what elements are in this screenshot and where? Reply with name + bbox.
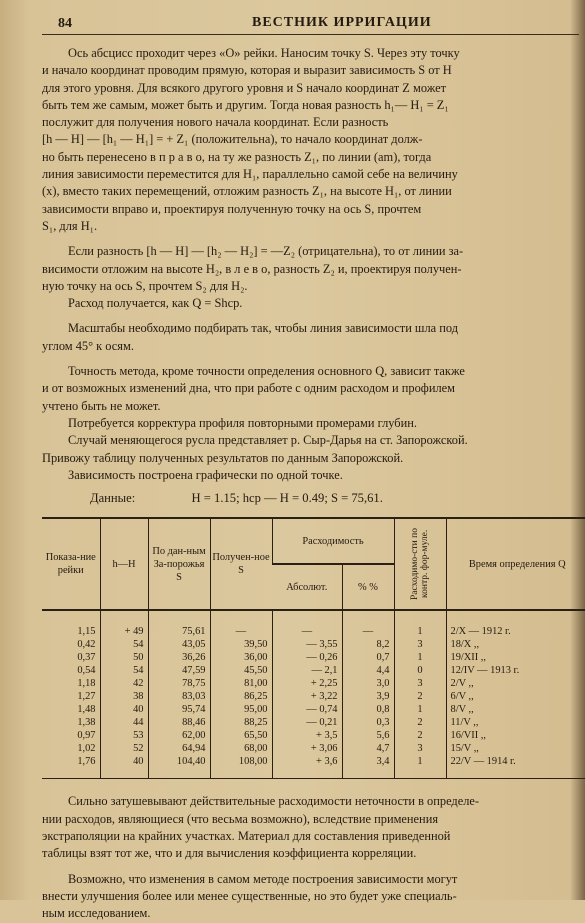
table-row xyxy=(42,664,585,677)
cell-date: 18/X ,, xyxy=(446,638,585,651)
cell-count: 3 xyxy=(394,742,446,755)
table-row xyxy=(42,729,585,742)
cell-percent: — xyxy=(342,610,394,638)
table-row xyxy=(42,742,585,755)
header-h-minus-h: h—H xyxy=(100,518,148,610)
cell-absolute: + 2,25 xyxy=(272,677,342,690)
text-line: для этого уровня. Для всякого другого уровня и S начало координат Z может xyxy=(42,80,447,95)
cell-percent: 4,7 xyxy=(342,742,394,755)
table-row xyxy=(42,690,585,703)
cell-absolute: + 3,6 xyxy=(272,755,342,779)
header-count-text: Расходимо-сти по контр. фор-муле. xyxy=(410,528,430,601)
cell-reading: 1,27 xyxy=(77,691,96,703)
data-values: H = 1.15; hср — H = 0.49; S = 75,61. xyxy=(191,491,383,506)
cell-reading: 0,42 xyxy=(77,639,96,651)
cell-absolute: — 0,21 xyxy=(272,716,342,729)
cell-absolute: + 3,06 xyxy=(272,742,342,755)
cell-h-minus-h: + 49 xyxy=(100,610,148,638)
cell-count: 2 xyxy=(394,729,446,742)
cell-h-minus-h: 38 xyxy=(100,690,148,703)
cell-s-zaporozhye: 64,94 xyxy=(148,742,210,755)
data-label: Данные: xyxy=(90,491,136,506)
text-line: [h — H] — [h₁ — H₁] = + Z₁ (положительна), то начало координат долж- xyxy=(42,132,423,147)
cell-date: 16/VII ,, xyxy=(446,729,585,742)
paragraph-discrepancy-notes xyxy=(42,793,579,862)
table-row xyxy=(42,651,585,664)
header-count xyxy=(394,518,446,610)
cell-absolute: — 0,74 xyxy=(272,703,342,716)
cell-percent: 3,0 xyxy=(342,677,394,690)
cell-percent: 3,9 xyxy=(342,690,394,703)
text-line: Привожу таблицу полученных результатов по данным Запорожской. xyxy=(42,450,404,465)
cell-count: 1 xyxy=(394,610,446,638)
cell-h-minus-h: 54 xyxy=(100,638,148,651)
journal-title: ВЕСТНИК ИРРИГАЦИИ xyxy=(252,15,432,30)
header-reading: Показа-ние рейки xyxy=(42,518,100,610)
cell-percent: 8,2 xyxy=(342,638,394,651)
cell-s-zaporozhye: 83,03 xyxy=(148,690,210,703)
cell-percent: 0,3 xyxy=(342,716,394,729)
cell-date: 2/V ,, xyxy=(446,677,585,690)
text-line: углом 45° к осям. xyxy=(42,338,134,353)
text-line: линия зависимости переместится для H₁, параллельно самой себе на величину xyxy=(42,167,458,182)
text-line: Точность метода, кроме точности определения основного Q, зависит также xyxy=(68,364,465,379)
cell-s-obtained: 88,25 xyxy=(210,716,272,729)
text-line: Ось абсцисс проходит через «О» рейки. Наносим точку S. Через эту точку xyxy=(68,46,460,60)
cell-s-obtained: 45,50 xyxy=(210,664,272,677)
cell-reading: 1,15 xyxy=(77,626,96,638)
cell-date: 8/V ,, xyxy=(446,703,585,716)
cell-count: 2 xyxy=(394,716,446,729)
cell-s-obtained: 81,00 xyxy=(210,677,272,690)
cell-h-minus-h: 40 xyxy=(100,755,148,779)
paragraph-axis-method xyxy=(42,45,579,235)
text-line: Случай меняющегося русла представляет р. Сыр-Дарья на ст. Запорожской. xyxy=(68,433,468,448)
text-line: Если разность [h — H] — [h₂ — H₂] = —Z₂ (отрицательна), то от линии за- xyxy=(68,244,464,259)
header-s-zaporozhye: По дан-ным За-порожья S xyxy=(148,518,210,610)
cell-date: 6/V ,, xyxy=(446,690,585,703)
cell-reading: 1,18 xyxy=(77,678,96,690)
paragraph-accuracy xyxy=(42,363,579,415)
cell-date: 2/X — 1912 г. xyxy=(446,610,585,638)
paragraph-syr-darya xyxy=(42,432,579,467)
cell-s-zaporozhye: 95,74 xyxy=(148,703,210,716)
cell-h-minus-h: 52 xyxy=(100,742,148,755)
cell-h-minus-h: 53 xyxy=(100,729,148,742)
cell-s-zaporozhye: 75,61 xyxy=(148,610,210,638)
cell-s-obtained: 86,25 xyxy=(210,690,272,703)
paragraph-correction: Потребуется корректура профиля повторными промерами глубин. xyxy=(68,415,417,430)
cell-reading: 0,37 xyxy=(77,652,96,664)
text-line: и от возможных изменений дна, что при работе с одним расходом и профилем xyxy=(42,381,455,396)
cell-absolute: — 3,55 xyxy=(272,638,342,651)
cell-s-zaporozhye: 43,05 xyxy=(148,638,210,651)
text-line: S₁, для H₁. xyxy=(42,218,98,233)
cell-s-obtained: 36,00 xyxy=(210,651,272,664)
text-line: зависимости вправо и, проектируя полученную точку на ось S, прочтем xyxy=(42,201,422,216)
text-line: быть тем же самым, может быть и другим. Тогда новая разность h₁— H₁ = Z₁ xyxy=(42,97,449,112)
table-row xyxy=(42,610,585,638)
cell-s-obtained: 108,00 xyxy=(210,755,272,779)
cell-absolute: + 3,22 xyxy=(272,690,342,703)
cell-h-minus-h: 40 xyxy=(100,703,148,716)
paragraph-negative-difference xyxy=(42,243,579,295)
cell-h-minus-h: 54 xyxy=(100,664,148,677)
cell-absolute: + 3,5 xyxy=(272,729,342,742)
cell-percent: 0,7 xyxy=(342,651,394,664)
text-line: Масштабы необходимо подбирать так, чтобы линия зависимости шла под xyxy=(68,321,459,336)
cell-percent: 0,8 xyxy=(342,703,394,716)
cell-h-minus-h: 42 xyxy=(100,677,148,690)
cell-s-obtained: 39,50 xyxy=(210,638,272,651)
text-line: ным исследованием. xyxy=(42,906,151,921)
text-line: ную точку на ось S, прочтем S₂ для H₂. xyxy=(42,278,248,293)
table-row xyxy=(42,638,585,651)
table-row xyxy=(42,677,585,690)
cell-h-minus-h: 44 xyxy=(100,716,148,729)
header-percent: % % xyxy=(342,564,394,610)
cell-reading: 1,38 xyxy=(77,717,96,729)
cell-reading: 0,97 xyxy=(77,730,96,742)
cell-s-zaporozhye: 88,46 xyxy=(148,716,210,729)
cell-count: 1 xyxy=(394,755,446,779)
text-line: и начало координат проводим прямую, которая и выразит зависимость S от H xyxy=(42,63,452,78)
header-time: Время определения Q xyxy=(446,518,585,610)
table-row xyxy=(42,703,585,716)
cell-s-zaporozhye: 62,00 xyxy=(148,729,210,742)
cell-absolute: — 0,26 xyxy=(272,651,342,664)
cell-count: 3 xyxy=(394,638,446,651)
paragraph-discharge-formula: Расход получается, как Q = Shср. xyxy=(68,296,243,311)
text-line: висимости отложим на высоте H₂, в л е в о, разность Z₂ и, проектируя получен- xyxy=(42,261,462,276)
text-line: послужит для получения нового начала координат. Если разность xyxy=(42,115,389,130)
cell-s-zaporozhye: 104,40 xyxy=(148,755,210,779)
cell-percent: 3,4 xyxy=(342,755,394,779)
text-line: таблицы взят тот же, что и для вычисления коэффициента корреляции. xyxy=(42,846,417,861)
cell-date: 15/V ,, xyxy=(446,742,585,755)
input-data-line xyxy=(90,490,579,507)
text-line: Сильно затушевывают действительные расходимости неточности в определе- xyxy=(68,794,480,809)
cell-s-obtained: 68,00 xyxy=(210,742,272,755)
cell-s-zaporozhye: 47,59 xyxy=(148,664,210,677)
text-line: (x), вместо таких перемещений, отложим разность Z₁, на высоте H₁, от линии xyxy=(42,184,452,199)
cell-date: 12/IV — 1913 г. xyxy=(446,664,585,677)
table-row xyxy=(42,716,585,729)
cell-date: 11/V ,, xyxy=(446,716,585,729)
paragraph-conclusion xyxy=(42,871,579,923)
cell-s-zaporozhye: 78,75 xyxy=(148,677,210,690)
cell-percent: 4,4 xyxy=(342,664,394,677)
text-line: Возможно, что изменения в самом методе построения зависимости могут xyxy=(68,871,458,886)
header-absolute: Абсолют. xyxy=(272,564,342,610)
cell-reading: 0,54 xyxy=(77,665,96,677)
cell-reading: 1,02 xyxy=(77,743,96,755)
header-discrepancy: Расходимость xyxy=(272,518,394,564)
results-table xyxy=(42,517,585,779)
cell-date: 22/V — 1914 г. xyxy=(446,755,585,779)
table-row xyxy=(42,755,585,779)
cell-absolute: — 2,1 xyxy=(272,664,342,677)
cell-s-obtained: 95,00 xyxy=(210,703,272,716)
cell-reading: 1,76 xyxy=(42,755,100,779)
cell-date: 19/XII ,, xyxy=(446,651,585,664)
header-s-obtained: Получен-ное S xyxy=(210,518,272,610)
text-line: экстраполяции на крайних участках. Материал для составления приведенной xyxy=(42,829,451,844)
paragraph-scales xyxy=(42,320,579,355)
cell-percent: 5,6 xyxy=(342,729,394,742)
cell-count: 2 xyxy=(394,690,446,703)
paragraph-dependency: Зависимость построена графически по одной точке. xyxy=(68,467,343,482)
cell-count: 3 xyxy=(394,677,446,690)
text-line: внести улучшения более или менее существенные, но это будет уже специаль- xyxy=(42,888,457,903)
cell-absolute: — xyxy=(272,610,342,638)
page-number: 84 xyxy=(58,16,72,31)
text-line: но быть перенесено в п р а в о, на ту же разность Z₁, по линии (am), тогда xyxy=(42,149,432,164)
cell-s-obtained: — xyxy=(210,610,272,638)
cell-count: 1 xyxy=(394,703,446,716)
cell-count: 0 xyxy=(394,664,446,677)
cell-count: 1 xyxy=(394,651,446,664)
cell-s-obtained: 65,50 xyxy=(210,729,272,742)
text-line: нии расходов, являющиеся (что весьма возможно), вследствие применения xyxy=(42,811,439,826)
cell-h-minus-h: 50 xyxy=(100,651,148,664)
cell-s-zaporozhye: 36,26 xyxy=(148,651,210,664)
text-line: учтено быть не может. xyxy=(42,398,161,413)
page-header xyxy=(42,10,579,35)
cell-reading: 1,48 xyxy=(77,704,96,716)
